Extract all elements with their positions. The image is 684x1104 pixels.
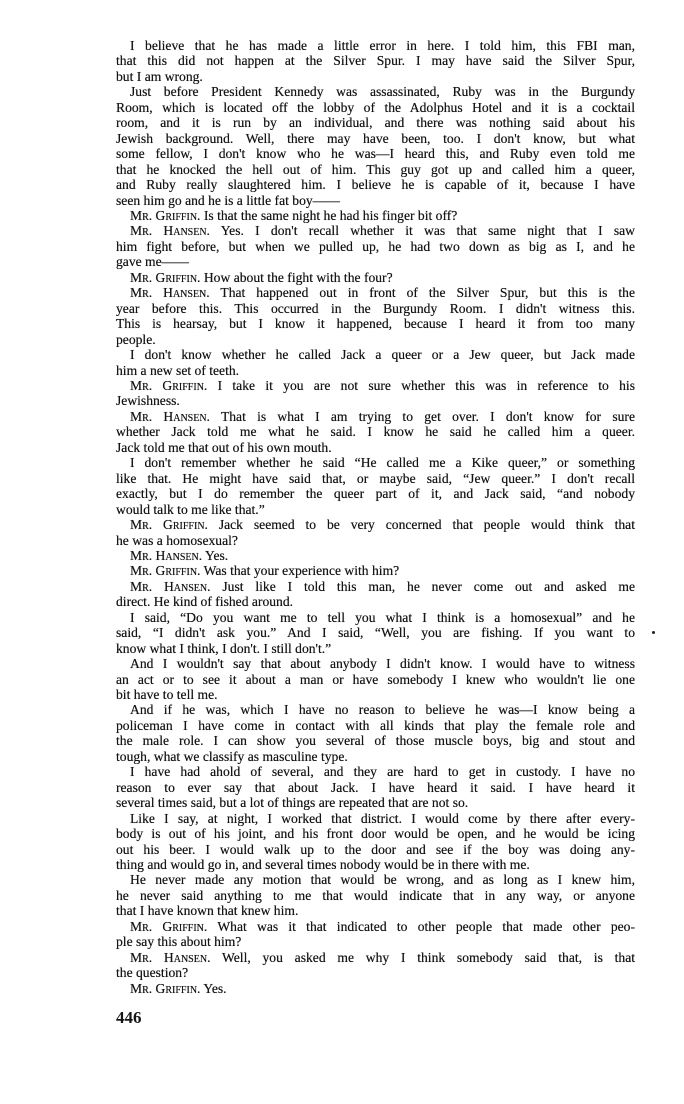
text-line xyxy=(116,363,635,378)
text-line xyxy=(116,610,635,625)
line-text: He never made any motion that would be wrong, and as long as I knew him, xyxy=(130,872,635,888)
text-line xyxy=(116,749,635,764)
text-line xyxy=(116,702,635,717)
line-text: some fellow, I don't know who he was—I heard this, and Ruby even told me xyxy=(116,146,635,162)
testimony-paragraph xyxy=(116,38,635,84)
text-line xyxy=(116,733,635,748)
testimony-paragraph xyxy=(116,610,635,656)
text-line xyxy=(116,316,635,331)
line-text: the question? xyxy=(116,965,189,981)
text-line xyxy=(116,254,635,269)
page-number: 446 xyxy=(116,1008,142,1027)
testimony-statement xyxy=(116,285,635,347)
speaker-name: Mr. Griffin. xyxy=(130,517,208,533)
line-text: body is out of his joint, and his front door would be open, and he would be icing xyxy=(116,826,635,842)
line-text: room, and it is run by an individual, and there was nothing said about his xyxy=(116,115,635,131)
line-text: And if he was, which I have no reason to believe he was—I know being a xyxy=(130,702,635,718)
line-text: I have had ahold of several, and they are hard to get in custody. I have no xyxy=(130,764,635,780)
text-line xyxy=(116,718,635,733)
speaker-name: Mr. Hansen. xyxy=(130,547,203,563)
line-text: that this did not happen at the Silver Spur. I may have said the Silver Spur, xyxy=(116,53,635,69)
line-text: Was that your experience with him? xyxy=(203,563,400,579)
line-text: that I have known that knew him. xyxy=(116,903,299,919)
testimony-statement xyxy=(116,919,635,950)
speaker-name: Mr. Hansen. xyxy=(130,578,211,594)
speaker-name: Mr. Hansen. xyxy=(130,285,210,301)
transcript-body xyxy=(116,38,635,996)
text-line xyxy=(116,115,635,130)
line-text: whether Jack told me what he said. I know he said he called him a queer. xyxy=(116,424,635,440)
text-line xyxy=(116,486,635,501)
testimony-statement xyxy=(116,548,635,563)
speaker-name: Mr. Griffin. xyxy=(130,269,201,285)
text-line xyxy=(116,548,635,563)
text-line xyxy=(116,764,635,779)
line-text: but I am wrong. xyxy=(116,68,203,84)
speaker-name: Mr. Griffin. xyxy=(130,918,208,934)
text-line xyxy=(116,672,635,687)
line-text: This is hearsay, but I know it happened, because I heard it from too many xyxy=(116,316,635,332)
line-text: Yes. xyxy=(205,547,229,563)
text-line xyxy=(116,950,635,965)
testimony-statement xyxy=(116,950,635,981)
text-line xyxy=(116,517,635,532)
text-line xyxy=(116,563,635,578)
text-line xyxy=(116,347,635,362)
line-text: reason to ever say that about Jack. I have heard it said. I have heard it xyxy=(116,779,635,795)
line-text: ple say this about him? xyxy=(116,934,242,950)
line-text: I take it you are not sure whether this was in reference to his xyxy=(217,377,635,393)
line-text: several times said, but a lot of things are repeated that are not so. xyxy=(116,795,469,811)
testimony-statement xyxy=(116,579,635,610)
text-line xyxy=(116,301,635,316)
speaker-name: Mr. Hansen. xyxy=(130,949,211,965)
line-text: people. xyxy=(116,331,156,347)
line-text: Yes. I don't recall whether it was that same night that I saw xyxy=(220,223,635,239)
text-line xyxy=(116,981,635,996)
text-line xyxy=(116,393,635,408)
text-line xyxy=(116,934,635,949)
text-line xyxy=(116,811,635,826)
text-line xyxy=(116,533,635,548)
line-text: Jewishness. xyxy=(116,393,180,409)
line-text: him a new set of teeth. xyxy=(116,362,240,378)
line-text: Jewish background. Well, there may have been, too. I don't know, but what xyxy=(116,130,635,146)
text-line xyxy=(116,872,635,887)
line-text: and Ruby really slaughtered him. I believe he is capable of it, because I have xyxy=(116,177,635,193)
line-text: exactly, but I do remember the queer part of it, and Jack said, “and nobody xyxy=(116,486,635,502)
line-text: direct. He kind of fished around. xyxy=(116,594,294,610)
line-text: know what I think, I don't. I still don't.” xyxy=(116,640,332,656)
text-line xyxy=(116,502,635,517)
text-line xyxy=(116,332,635,347)
text-line xyxy=(116,38,635,53)
line-text: the male role. I can show you several of those muscle boys, big and stout and xyxy=(116,733,635,749)
line-text: I don't know whether he called Jack a queer or a Jew queer, but Jack made xyxy=(130,347,635,363)
text-line xyxy=(116,53,635,68)
testimony-paragraph xyxy=(116,347,635,378)
stray-mark xyxy=(652,631,655,634)
testimony-paragraph xyxy=(116,84,635,208)
text-line xyxy=(116,223,635,238)
speaker-name: Mr. Hansen. xyxy=(130,408,210,424)
text-line xyxy=(116,641,635,656)
line-text: bit have to tell me. xyxy=(116,687,218,703)
text-line xyxy=(116,208,635,223)
line-text: he was a homosexual? xyxy=(116,532,238,548)
text-line xyxy=(116,424,635,439)
testimony-statement xyxy=(116,981,635,996)
line-text: Room, which is located off the lobby of the Adolphus Hotel and it is a cocktail xyxy=(116,99,635,115)
line-text: I said, “Do you want me to tell you what I think is a homosexual” and he xyxy=(130,609,635,625)
testimony-statement xyxy=(116,517,635,548)
testimony-paragraph xyxy=(116,811,635,873)
line-text: Just like I told this man, he never come out and asked me xyxy=(222,578,636,594)
line-text: policeman I have come in contact with all kinds that play the female role and xyxy=(116,717,635,733)
text-line xyxy=(116,239,635,254)
text-line xyxy=(116,69,635,84)
testimony-paragraph xyxy=(116,764,635,810)
text-line xyxy=(116,656,635,671)
text-line xyxy=(116,193,635,208)
text-line xyxy=(116,842,635,857)
speaker-name: Mr. Griffin. xyxy=(130,980,201,996)
text-line xyxy=(116,131,635,146)
text-line xyxy=(116,378,635,393)
text-line xyxy=(116,84,635,99)
testimony-paragraph xyxy=(116,702,635,764)
testimony-statement xyxy=(116,208,635,223)
text-line xyxy=(116,177,635,192)
line-text: I don't remember whether he said “He called me a Kike queer,” or something xyxy=(130,455,635,471)
line-text: Like I say, at night, I worked that district. I would come by there after every- xyxy=(130,810,635,826)
text-line xyxy=(116,270,635,285)
text-line xyxy=(116,888,635,903)
line-text: That happened out in front of the Silver Spur, but this is the xyxy=(220,285,636,301)
line-text: Jack told me that out of his own mouth. xyxy=(116,439,332,455)
text-line xyxy=(116,162,635,177)
testimony-paragraph xyxy=(116,455,635,517)
line-text: Jack seemed to be very concerned that people would think that xyxy=(218,517,635,533)
line-text: would talk to me like that.” xyxy=(116,501,265,517)
line-text: Just before President Kennedy was assassinated, Ruby was in the Burgundy xyxy=(130,84,635,100)
line-text: he never said anything to me that would indicate that in any way, or anyone xyxy=(116,887,635,903)
testimony-paragraph xyxy=(116,872,635,918)
text-line xyxy=(116,625,635,640)
testimony-paragraph xyxy=(116,656,635,702)
text-line xyxy=(116,919,635,934)
line-text: him fight before, but when we pulled up, he had two down as big as I, and he xyxy=(116,238,635,254)
speaker-name: Mr. Griffin. xyxy=(130,563,201,579)
text-line xyxy=(116,780,635,795)
testimony-statement xyxy=(116,409,635,455)
text-line xyxy=(116,795,635,810)
line-text: thing and would go in, and several times nobody would be in there with me. xyxy=(116,857,530,873)
line-text: I believe that he has made a little error in here. I told him, this FBI man, xyxy=(130,38,635,53)
text-line xyxy=(116,857,635,872)
text-line xyxy=(116,579,635,594)
line-text: out his beer. I would walk up to the door and see if the boy was doing any- xyxy=(116,841,635,857)
line-text: What was it that indicated to other people that made other peo- xyxy=(217,918,635,934)
text-line xyxy=(116,409,635,424)
text-line xyxy=(116,687,635,702)
line-text: tough, what we classify as masculine type. xyxy=(116,748,348,764)
speaker-name: Mr. Griffin. xyxy=(130,377,208,393)
testimony-statement xyxy=(116,563,635,578)
line-text: that he knocked the hell out of him. This guy got up and called him a queer, xyxy=(116,161,635,177)
text-line xyxy=(116,826,635,841)
text-line xyxy=(116,100,635,115)
text-line xyxy=(116,440,635,455)
line-text: Well, you asked me why I think somebody said that, is that xyxy=(222,949,636,965)
line-text: That is what I am trying to get over. I don't know for sure xyxy=(220,408,635,424)
text-line xyxy=(116,594,635,609)
text-line xyxy=(116,965,635,980)
line-text: seen him go and he is a little fat boy—— xyxy=(116,192,340,208)
speaker-name: Mr. Hansen. xyxy=(130,223,210,239)
line-text: like that. He might have said that, or maybe said, “Jew queer.” I don't recall xyxy=(116,470,635,486)
testimony-statement xyxy=(116,223,635,269)
line-text: gave me—— xyxy=(116,254,189,270)
line-text: How about the fight with the four? xyxy=(203,269,393,285)
line-text: an act or to see it about a man or have somebody I knew who wouldn't lie one xyxy=(116,671,635,687)
text-line xyxy=(116,455,635,470)
line-text: said, “I didn't ask you.” And I said, “Well, you are fishing. If you want to xyxy=(116,625,635,641)
line-text: And I wouldn't say that about anybody I didn't know. I would have to witness xyxy=(130,656,635,672)
line-text: Yes. xyxy=(203,980,227,996)
line-text: Is that the same night he had his finger bit off? xyxy=(203,207,458,223)
testimony-statement xyxy=(116,270,635,285)
text-line xyxy=(116,903,635,918)
text-line xyxy=(116,146,635,161)
text-line xyxy=(116,285,635,300)
text-line xyxy=(116,471,635,486)
testimony-statement xyxy=(116,378,635,409)
speaker-name: Mr. Griffin. xyxy=(130,207,201,223)
line-text: year before this. This occurred in the Burgundy Room. I didn't witness this. xyxy=(116,300,635,316)
